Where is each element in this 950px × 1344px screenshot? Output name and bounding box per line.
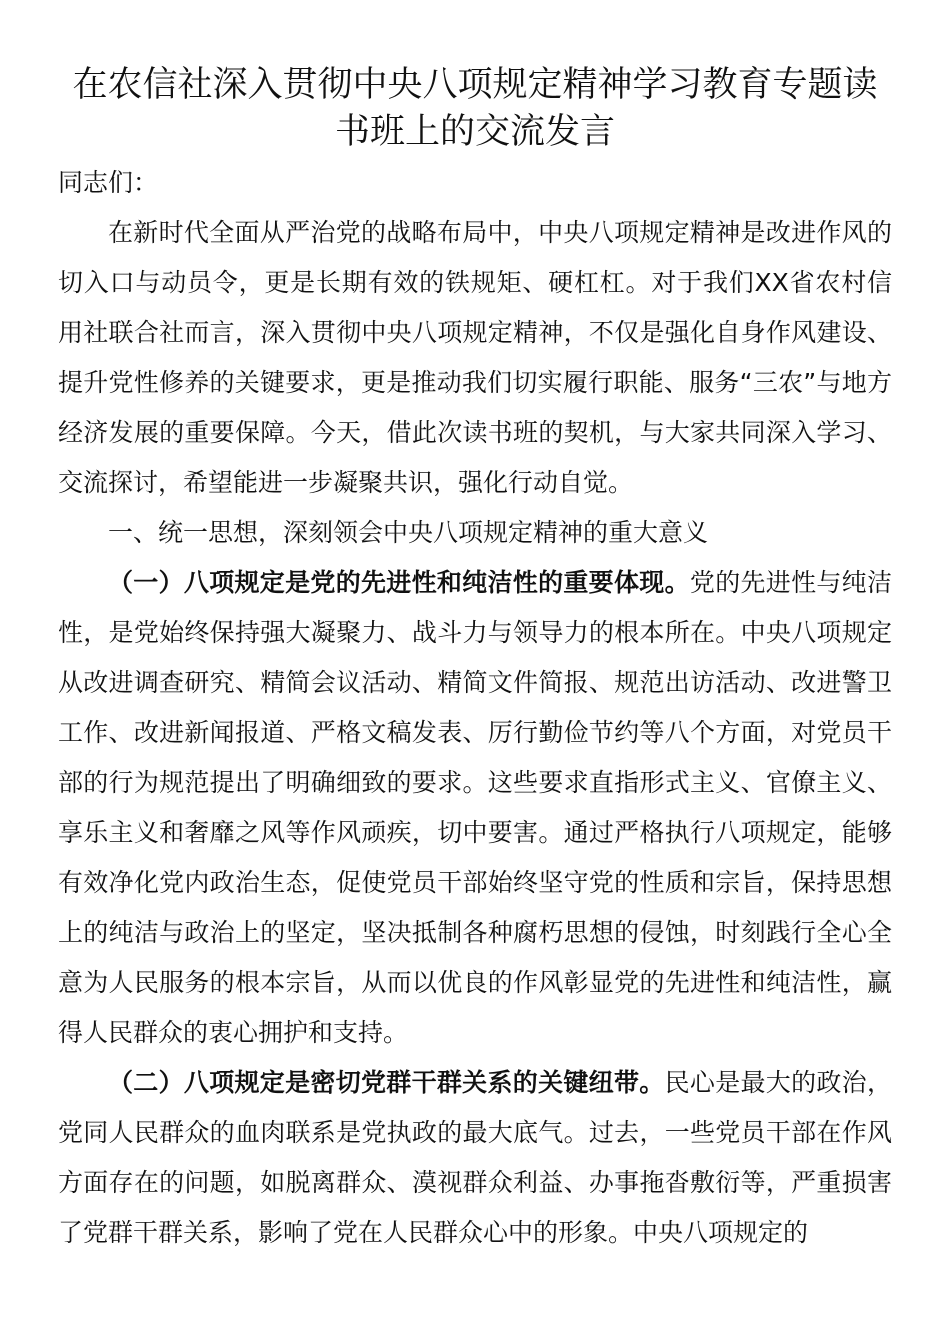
point-paragraph-1 [58,558,892,1058]
point-lead-1: （一）八项规定是党的先进性和纯洁性的重要体现。 [108,568,690,597]
point-paragraph-2 [58,1058,892,1258]
point-body-1: 党的先进性与纯洁性，是党始终保持强大凝聚力、战斗力与领导力的根本所在。中央八项规定从改进调查研究、精简会议活动、精简文件简报、规范出访活动、改进警卫工作、改进新闻报道、严格文稿发表、厉行勤俭节约等八个方面，对党员干部的行为规范提出了明确细致的要求。这些要求直指形式主义、官僚主义、享乐主义和奢靡之风等作风顽疾，切中要害。通过严格执行八项规定，能够有效净化党内政治生态，促使党员干部始终坚守党的性质和宗旨，保持思想上的纯洁与政治上的坚定，坚决抵制各种腐朽思想的侵蚀，时刻践行全心全意为人民服务的根本宗旨，从而以优良的作风彰显党的先进性和纯洁性，赢得人民群众的衷心拥护和支持。 [58,568,892,1047]
point-body-2: 民心是最大的政治，党同人民群众的血肉联系是党执政的最大底气。过去，一些党员干部在作风方面存在的问题，如脱离群众、漠视群众利益、办事拖沓敷衍等，严重损害了党群干群关系，影响了党在人民群众心中的形象。中央八项规定的 [58,1068,892,1247]
salutation: 同志们： [58,168,159,197]
section-heading-1: 一、统一思想，深刻领会中央八项规定精神的重大意义 [108,518,709,547]
intro-paragraph: 在新时代全面从严治党的战略布局中，中央八项规定精神是改进作风的切入口与动员令，更是长期有效的铁规矩、硬杠杠。对于我们XX省农村信用社联合社而言，深入贯彻中央八项规定精神，不仅是强化自身作风建设、提升党性修养的关键要求，更是推动我们切实履行职能、服务“三农”与地方经济发展的重要保障。今天，借此次读书班的契机，与大家共同深入学习、交流探讨，希望能进一步凝聚共识，强化行动自觉。 [58,218,892,497]
document-title: 在农信社深入贯彻中央八项规定精神学习教育专题读书班上的交流发言 [72,65,878,152]
point-lead-2: （二）八项规定是密切党群干群关系的关键纽带。 [108,1068,665,1097]
